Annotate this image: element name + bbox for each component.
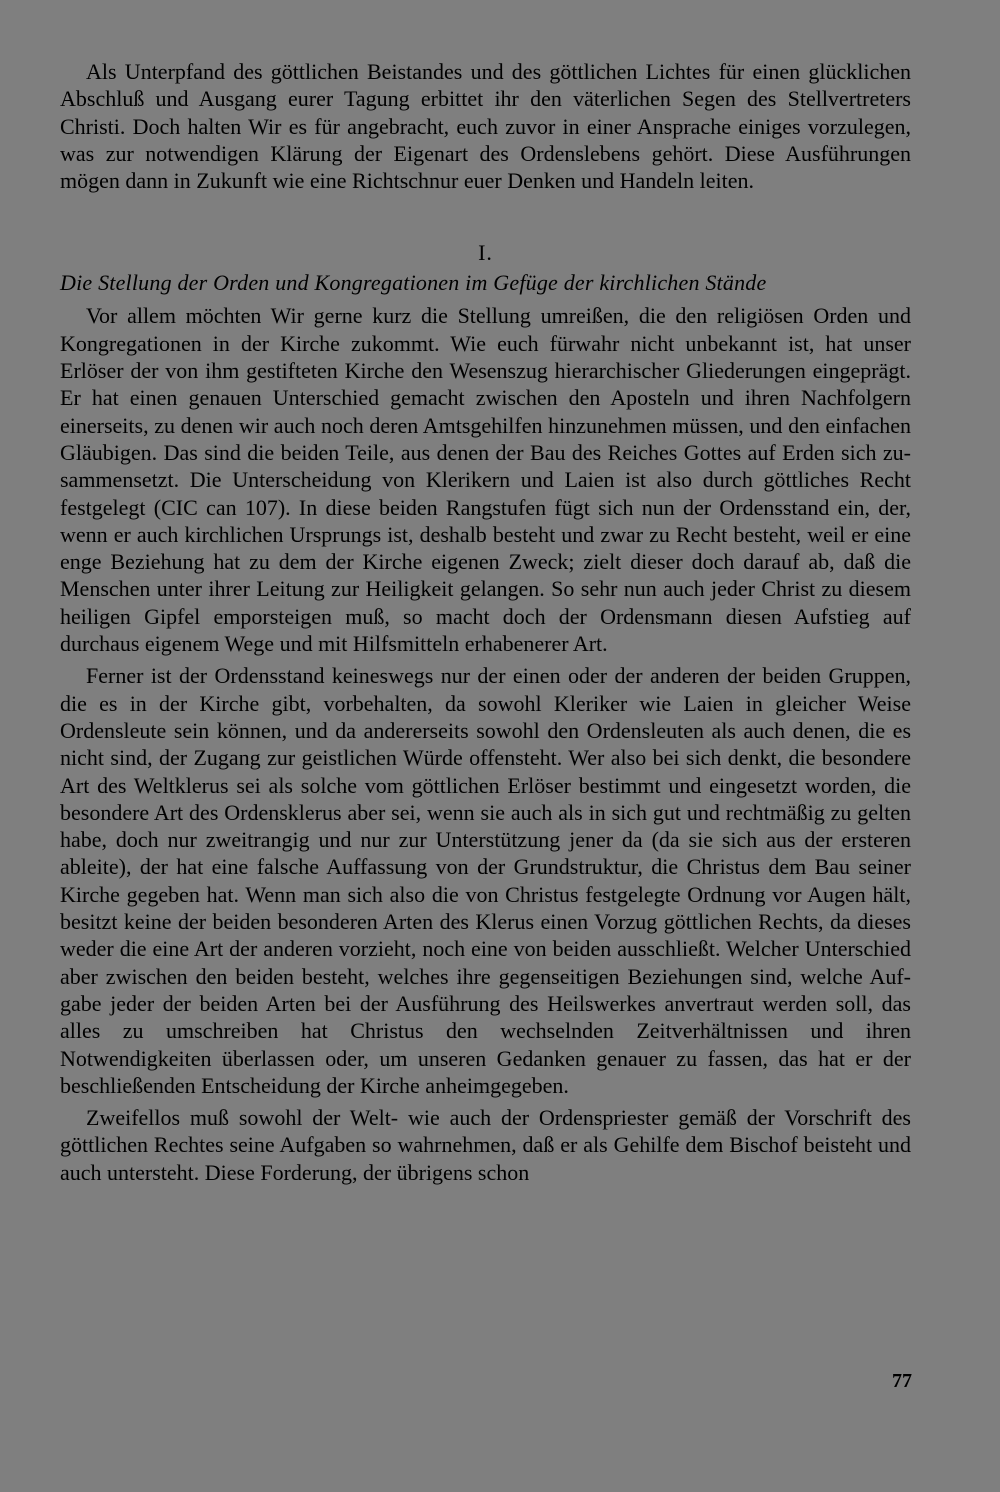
paragraph-3: Zweifellos muß sowohl der Welt- wie auch der Ordenspriester gemäß der Vorschrift des göttlichen Rechtes seine Aufgaben so wahrnehmen, daß er als Gehilfe dem Bischof beisteht und auch untersteht. Diese Forderung, der übrigens schon [60, 1105, 911, 1185]
page-body [60, 58, 911, 1186]
section-number: I. [478, 240, 493, 266]
paragraph-2: Ferner ist der Ordensstand keineswegs nur der einen oder der anderen der beiden Gruppen, die es in der Kirche gibt, vorbehalten, da sowohl Kleriker wie Laien in gleicher Weise Ordensleute sein können, und da andererseits sowohl den Ordensleuten als auch denen, die es nicht sind, der Zugang zur geistlichen Würde offensteht. Wer also bei sich denkt, die besondere Art des Weltklerus sei als solche vom göttlichen Erlöser bestimmt und eingesetzt worden, die besondere Art des Ordensklerus aber sei, wenn sie auch als in sich gut und rechtmäßig zu gelten habe, doch nur zweitrangig und nur zur Unterstützung jener da (da sie sich aus der ersteren ableite), der hat eine falsche Auffassung von der Grundstruktur, die Christus dem Bau seiner Kirche gegeben hat. Wenn man sich also die von Christus festgelegte Ordnung vor Augen hält, besitzt keine der beiden besonderen Arten des Klerus einen Vorzug göttlichen Rechts, da dieses weder die eine Art der anderen vorzieht, noch eine von beiden ausschließt. Welcher Unterschied aber zwischen den beiden besteht, welches ihre gegenseitigen Beziehungen sind, welche Aufgabe jeder der beiden Arten bei der Ausführung des Heilswerkes anvertraut werden soll, das alles zu umschreiben hat Christus den wechselnden Zeitverhältnissen und ihren Notwendigkeiten überlassen oder, um unseren Gedanken genauer zu fassen, das hat er der beschließenden Entscheidung der Kirche anheimgegeben. [60, 663, 911, 1098]
section-title: Die Stellung der Orden und Kongregationen im Gefüge der kirchlichen Stände [60, 270, 767, 296]
paragraph-1: Vor allem möchten Wir gerne kurz die Stellung umreißen, die den religiösen Orden und Kongregationen in der Kirche zukommt. Wie euch fürwahr nicht unbekannt ist, hat unser Erlöser der von ihm gestifteten Kirche den Wesenszug hierarchischer Gliederungen eingeprägt. Er hat einen genauen Unterschied gemacht zwischen den Aposteln und ihren Nachfolgern einerseits, zu denen wir auch noch deren Amtsgehilfen hinzunehmen müssen, und den einfachen Gläubigen. Das sind die beiden Teile, aus denen der Bau des Reiches Gottes auf Erden sich zusammensetzt. Die Unterscheidung von Klerikern und Laien ist also durch göttliches Recht festgelegt (CIC can 107). In diese beiden Rangstufen fügt sich nun der Ordensstand ein, der, wenn er auch kirchlichen Ursprungs ist, deshalb besteht und zwar zu Recht besteht, weil er eine enge Beziehung hat zu dem der Kirche eigenen Zweck; zielt dieser doch darauf ab, daß die Menschen unter ihrer Leitung zur Heiligkeit gelangen. So sehr nun auch jeder Christ zu diesem heiligen Gipfel emporsteigen muß, so macht doch der Ordensmann diesen Aufstieg auf durchaus eigenem Wege und mit Hilfsmitteln erhabenerer Art. [60, 303, 911, 657]
paragraph-intro: Als Unterpfand des göttlichen Beistandes und des göttlichen Lichtes für einen glücklichen Abschluß und Ausgang eurer Tagung erbittet ihr den väterlichen Segen des Stellvertreters Christi. Doch halten Wir es für angebracht, euch zuvor in einer Ansprache einiges vorzulegen, was zur notwendigen Klärung der Eigenart des Ordenslebens gehört. Diese Ausführungen mögen dann in Zukunft wie eine Richtschnur euer Denken und Handeln leiten. [60, 59, 911, 194]
page-number: 77 [892, 1370, 912, 1392]
